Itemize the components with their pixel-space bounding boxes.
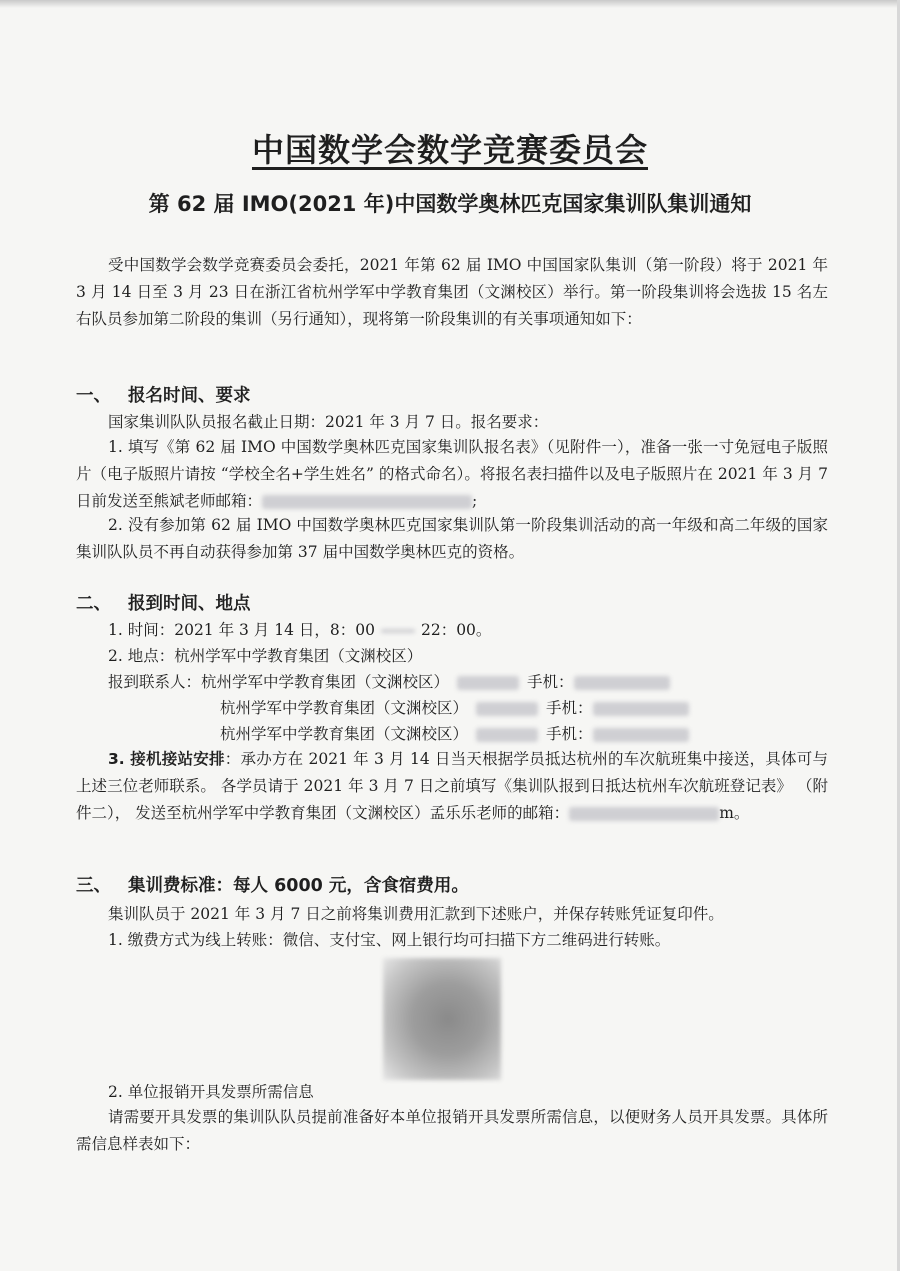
phone-label: 手机： [546,725,593,743]
section-1-title: 报名时间、要求 [128,386,251,406]
redacted-phone [574,676,670,690]
phone-label: 手机： [546,699,593,717]
registration-item-2: 2. 没有参加第 62 届 IMO 中国数学奥林匹克国家集训队第一阶段集训活动的高一年级和高二年级的国家集训队队员不再自动获得参加第 37 届中国数学奥林匹克的资格。 [76,516,828,561]
registration-deadline: 国家集训队队员报名截止日期：2021 年 3 月 7 日。报名要求： [108,413,549,431]
contact-org: 杭州学军中学教育集团（文渊校区） [220,699,469,717]
fee-text: 集训队员于 2021 年 3 月 7 日之前将集训费用汇款到下述账户，并保存转账凭证复印件。 [108,905,724,923]
pickup-text: ：承办方在 2021 年 3 月 14 日当天根据学员抵达杭州的车次航班集中接送，具体可与上述三位老师联系。 各学员请于 2021 年 3 月 7 日之前填写《集训队报到日抵达杭州车次航班登记表》 （附件二）， 发送至杭州学军中学教育集团（文渊校区）孟乐乐老师的邮箱： [76,750,828,822]
redacted-name [476,702,538,716]
registration-item-1-text: 1. 填写《第 62 届 IMO 中国数学奥林匹克国家集训队报名表》（见附件一），准备一张一寸免冠电子版照片（电子版照片请按 “学校全名+学生姓名” 的格式命名）。将报名表扫描件以及电子版照片在 2021 年 3 月 7 日前发送至熊斌老师邮箱： [76,438,828,510]
section-2-number: 二、 [76,594,111,614]
pickup-end: m。 [719,804,750,822]
redacted-phone [593,702,689,716]
section-3-number: 三、 [76,876,111,896]
redacted-name [457,676,519,690]
invoice-info-text: 请需要开具发票的集训队队员提前准备好本单位报销开具发票所需信息，以便财务人员开具发票。具体所需信息样表如下： [76,1108,828,1153]
redacted-name [476,728,538,742]
notice-subtitle: 第 62 届 IMO(2021 年)中国数学奥林匹克国家集训队集训通知 [148,192,752,216]
redacted-email [569,807,719,821]
section-2-heading [76,590,251,615]
section-3-title: 集训费标准：每人 6000 元，含食宿费用。 [128,876,469,896]
checkin-place: 2. 地点：杭州学军中学教育集团（文渊校区） [108,647,423,665]
contact-row-1 [108,670,670,692]
page-title: 中国数学会数学竞赛委员会 [251,131,648,169]
contact-org: 杭州学军中学教育集团（文渊校区） [201,673,450,691]
payment-method: 1. 缴费方式为线上转账：微信、支付宝、网上银行均可扫描下方二维码进行转账。 [108,931,671,949]
registration-item-1 [76,434,828,515]
contact-row-3 [220,722,689,744]
redacted-email [262,495,472,509]
section-1-heading [76,382,251,407]
checkin-time-end: 22：00。 [420,621,492,639]
payment-qr-code [383,958,501,1080]
contact-row-2 [220,696,689,718]
registration-item-1-end: ; [472,492,478,510]
checkin-time [108,618,491,640]
invoice-info-heading: 2. 单位报销开具发票所需信息 [108,1083,314,1101]
phone-label: 手机： [527,673,574,691]
contact-label: 报到联系人： [108,673,202,691]
redacted-dash [381,629,415,633]
intro-paragraph: 受中国数学会数学竞赛委员会委托，2021 年第 62 届 IMO 中国国家队集训（第一阶段）将于 2021 年 3 月 14 日至 3 月 23 日在浙江省杭州学军中学教育集团（文渊校区）举行。第一阶段集训将会选拔 15 名左右队员参加第二阶段的集训（另行通知），现将第一阶段集训的有关事项通知如下： [76,256,828,328]
section-3-heading [76,872,469,897]
pickup-arrangement [76,746,828,827]
contact-org: 杭州学军中学教育集团（文渊校区） [220,725,469,743]
checkin-time-start: 1. 时间：2021 年 3 月 14 日，8：00 [108,621,375,639]
redacted-phone [593,728,689,742]
pickup-label: 3. 接机接站安排 [108,750,225,768]
section-2-title: 报到时间、地点 [128,594,251,614]
section-1-number: 一、 [76,386,111,406]
